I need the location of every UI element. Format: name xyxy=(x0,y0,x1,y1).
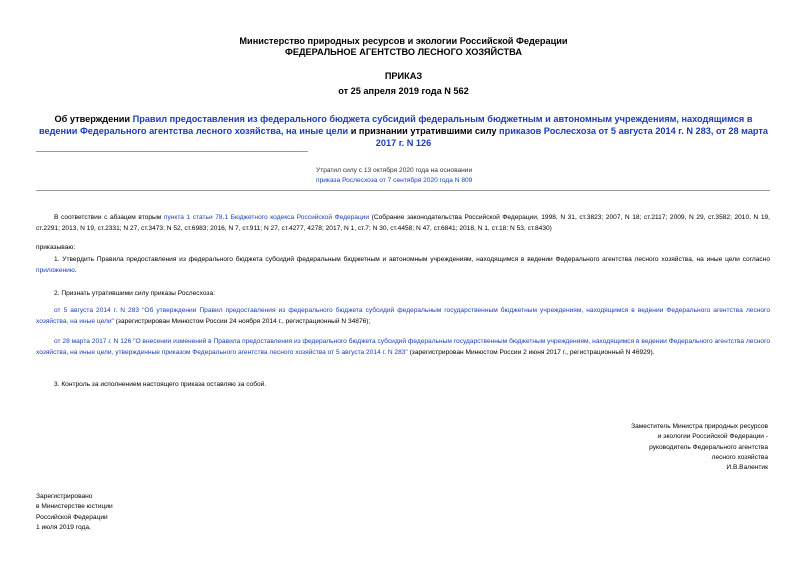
document-title xyxy=(36,113,771,149)
signature-block xyxy=(631,422,768,473)
registration-line: в Министерстве юстиции xyxy=(36,503,113,511)
title-rules-link[interactable]: Правил предоставления из федерального бюджета субсидий федеральным бюджетным и автономным учреждениям, находящимся в ведении Федерального агентства лесного хозяйства, на иные цели xyxy=(38,114,753,136)
sub-item-2 xyxy=(36,337,770,358)
ministry-name: Министерство природных ресурсов и экологии Российской Федерации xyxy=(239,36,568,46)
item-3: 3. Контроль за исполнением настоящего приказа оставляю за собой. xyxy=(54,381,267,388)
divider-long xyxy=(36,190,770,191)
order-word: приказываю: xyxy=(36,244,76,251)
preamble-citation: (Собрание законодательства Российской Федерации, 1998, N 31, ст.3823; 2007, N 18; ст.2117; 2009, N 29, ст.3582; 2010, N 19, ст.2291; 2013, N 19, ст.2331; N 27, ст.3473; N 52, ст.6983; 2016, N 7, ст.911; N 27, ст.4277, 4278; 2017, N 1, ст.7; N 30, ст.4458; N 47, ст.6841; 2018, N 1, ст.18; N 53, ст.8430) xyxy=(36,214,771,232)
signature-line: Заместитель Министра природных ресурсов xyxy=(631,423,768,430)
order-283-link[interactable]: от 5 августа 2014 г. N 283 "Об утверждении Правил предоставления из федерального бюджета субсидий федеральным государственным бюджетным учреждениям, находящимся в ведении Федерального агентства лесного хозяйства, на иные цели" xyxy=(36,307,770,325)
title-orders-link[interactable]: приказов Рослесхоза от 5 августа 2014 г. N 283, от 28 марта 2017 г. N 126 xyxy=(375,126,769,148)
status-note-link[interactable]: приказа Рослесхоза от 7 сентября 2020 года N 809 xyxy=(316,177,473,184)
preamble-text: В соответствии с абзацем вторым xyxy=(54,214,164,221)
item-1 xyxy=(36,255,770,276)
item-2: 2. Признать утратившими силу приказы Рослесхоза: xyxy=(54,290,215,297)
title-prefix: Об утверждении xyxy=(54,114,133,124)
signature-line: и экологии Российской Федерации - xyxy=(657,433,768,441)
divider-short xyxy=(36,151,308,152)
appendix-link[interactable]: приложению xyxy=(36,266,75,274)
registration-block xyxy=(36,492,113,533)
registration-line: Российской Федерации xyxy=(36,513,108,521)
agency-name: ФЕДЕРАЛЬНОЕ АГЕНТСТВО ЛЕСНОГО ХОЗЯЙСТВА xyxy=(285,47,522,57)
sub-item-1 xyxy=(36,306,770,327)
signature-line: И.В.Валентик xyxy=(726,464,768,472)
registration-line: Зарегистрировано xyxy=(36,493,93,500)
registration-line: 1 июля 2019 года, xyxy=(36,523,91,531)
sub-item-2-registration: (зарегистрирован Минюстом России 2 июня 2017 г., регистрационный N 46929). xyxy=(407,348,655,356)
budget-code-link[interactable]: пункта 1 статьи 78.1 Бюджетного кодекса Российской Федерации xyxy=(163,214,370,221)
item-1-text: 1. Утвердить Правила предоставления из федерального бюджета субсидий федеральным бюджетным и автономным учреждениям, находящимся в ведении Федерального агентства лесного хозяйства, на иные цели согласно xyxy=(54,256,770,263)
sub-item-1-registration: (зарегистрирован Минюстом России 24 ноября 2014 г., регистрационный N 34876); xyxy=(113,317,371,325)
signature-line: лесного хозяйства xyxy=(711,453,768,461)
order-126-link[interactable]: от 28 марта 2017 г. N 126 "О внесении изменений в Правила предоставления из федерального бюджета субсидий федеральным государственным бюджетным учреждениям, находящимся в ведении Федерального агентства лесного хозяйства, на иные цели, утвержденные приказом Федерального агентства лесного хозяйства от 5 августа 2014 г. N 283" xyxy=(36,338,770,356)
status-note-line1: Утратил силу с 13 октября 2020 года на основании xyxy=(316,167,473,174)
doc-date: от 25 апреля 2019 года N 562 xyxy=(338,86,469,96)
doc-type: ПРИКАЗ xyxy=(384,71,423,81)
preamble-paragraph xyxy=(36,213,770,234)
signature-line: руководитель Федерального агентства xyxy=(649,443,768,451)
title-middle: и признании утратившими силу xyxy=(348,126,500,136)
item-1-end: . xyxy=(74,266,77,274)
